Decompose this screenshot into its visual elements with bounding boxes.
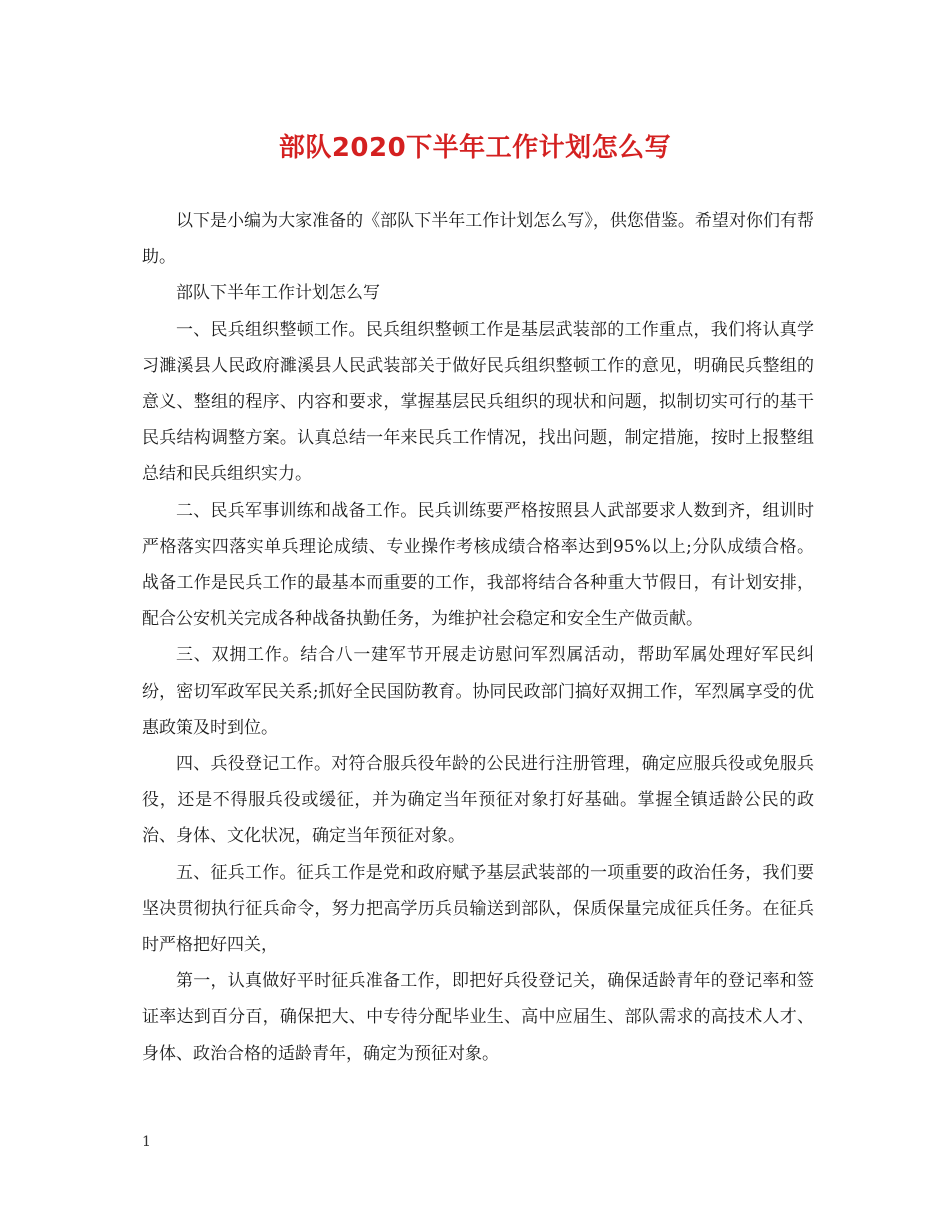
document-title: 部队2020下半年工作计划怎么写 [278, 133, 672, 163]
paragraph-section-3: 三、双拥工作。结合八一建军节开展走访慰问军烈属活动，帮助军属处理好军民纠纷，密切军政军民关系;抓好全民国防教育。协同民政部门搞好双拥工作，军烈属享受的优惠政策及时到位。 [142, 645, 814, 738]
paragraph-section-1: 一、民兵组织整顿工作。民兵组织整顿工作是基层武装部的工作重点，我们将认真学习濉溪县人民政府濉溪县人民武装部关于做好民兵组织整顿工作的意见，明确民兵整组的意义、整组的程序、内容和要求，掌握基层民兵组织的现状和问题，拟制切实可行的基干民兵结构调整方案。认真总结一年来民兵工作情况，找出问题，制定措施，按时上报整组总结和民兵组织实力。 [142, 319, 814, 485]
paragraph-section-5: 五、征兵工作。征兵工作是党和政府赋予基层武装部的一项重要的政治任务，我们要坚决贯彻执行征兵命令，努力把高学历兵员输送到部队，保质保量完成征兵任务。在征兵时严格把好四关， [142, 862, 814, 956]
paragraph-section-2: 二、民兵军事训练和战备工作。民兵训练要严格按照县人武部要求人数到齐，组训时严格落实四落实单兵理论成绩、专业操作考核成绩合格率达到95%以上;分队成绩合格。战备工作是民兵工作的最基本而重要的工作，我部将结合各种重大节假日，有计划安排，配合公安机关完成各种战备执勤任务，为维护社会稳定和安全生产做贡献。 [142, 500, 814, 630]
page-number: 1 [142, 1134, 151, 1150]
paragraph-intro: 以下是小编为大家准备的《部队下半年工作计划怎么写》，供您借鉴。希望对你们有帮助。 [142, 211, 814, 268]
paragraph-subtitle: 部队下半年工作计划怎么写 [176, 283, 380, 304]
paragraph-first-point: 第一，认真做好平时征兵准备工作，即把好兵役登记关，确保适龄青年的登记率和签证率达到百分百，确保把大、中专待分配毕业生、高中应届生、部队需求的高技术人才、身体、政治合格的适龄青年，确定为预征对象。 [142, 971, 814, 1064]
document-body [142, 203, 814, 1072]
paragraph-section-4: 四、兵役登记工作。对符合服兵役年龄的公民进行注册管理，确定应服兵役或免服兵役，还是不得服兵役或缓征，并为确定当年预征对象打好基础。掌握全镇适龄公民的政治、身体、文化状况，确定当年预征对象。 [142, 754, 814, 847]
